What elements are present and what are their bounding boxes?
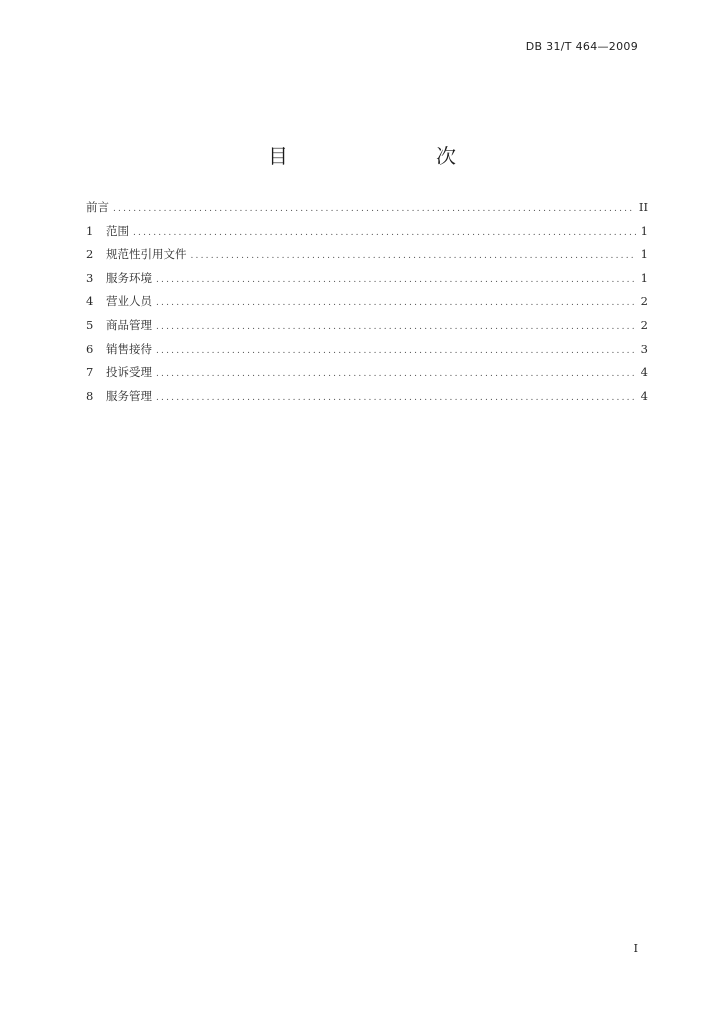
toc-entry-page: 1 <box>640 247 648 262</box>
toc-entry-label: 范围 <box>106 223 129 238</box>
toc-entry-label: 服务环境 <box>106 270 152 285</box>
toc-entry-label: 商品管理 <box>106 317 152 332</box>
toc-leader-dots <box>133 228 636 238</box>
toc-entry-page: 2 <box>640 317 648 332</box>
toc-entry-page: II <box>638 200 648 214</box>
toc-leader-dots <box>156 369 636 379</box>
toc-entry-sales-staff <box>86 293 648 317</box>
toc-entry-sales-reception <box>86 341 648 365</box>
toc-leader-dots <box>191 251 637 261</box>
toc-leader-dots <box>113 204 635 214</box>
toc-leader-dots <box>156 346 636 356</box>
toc-entry-number: 1 <box>86 223 94 238</box>
toc-entry-label: 投诉受理 <box>106 365 152 380</box>
toc-entry-number: 5 <box>86 317 94 332</box>
toc-leader-dots <box>156 275 636 285</box>
toc-entry-number: 4 <box>86 294 94 309</box>
toc-entry-page: 3 <box>640 341 648 356</box>
toc-entry-number: 2 <box>86 247 94 262</box>
toc-entry-label: 服务管理 <box>106 388 152 403</box>
toc-entry-label: 销售接待 <box>106 341 152 356</box>
toc-entry-foreword <box>86 199 648 223</box>
toc-entry-page: 4 <box>640 365 648 380</box>
toc-entry-number: 8 <box>86 388 94 403</box>
toc-leader-dots <box>156 322 636 332</box>
toc-entry-number: 7 <box>86 365 94 380</box>
toc-entry-normative-references <box>86 246 648 270</box>
toc-entry-number: 3 <box>86 270 94 285</box>
page-number: I <box>633 942 638 955</box>
toc-title: 目 次 <box>268 144 492 168</box>
toc-entry-service-management <box>86 388 648 412</box>
toc-entry-page: 2 <box>640 294 648 309</box>
toc-entry-complaint-handling <box>86 364 648 388</box>
toc-entry-service-environment <box>86 270 648 294</box>
standard-code: DB 31/T 464—2009 <box>525 40 638 53</box>
toc-leader-dots <box>156 298 636 308</box>
toc-entry-label: 规范性引用文件 <box>106 247 187 262</box>
toc-entry-page: 1 <box>640 270 648 285</box>
toc-entry-page: 4 <box>640 388 648 403</box>
toc-entry-label: 营业人员 <box>106 294 152 309</box>
toc-entry-goods-management <box>86 317 648 341</box>
table-of-contents <box>86 199 648 411</box>
toc-leader-dots <box>156 393 636 403</box>
toc-entry-page: 1 <box>640 223 648 238</box>
toc-entry-scope <box>86 223 648 247</box>
toc-entry-label: 前言 <box>86 200 109 214</box>
toc-entry-number: 6 <box>86 341 94 356</box>
